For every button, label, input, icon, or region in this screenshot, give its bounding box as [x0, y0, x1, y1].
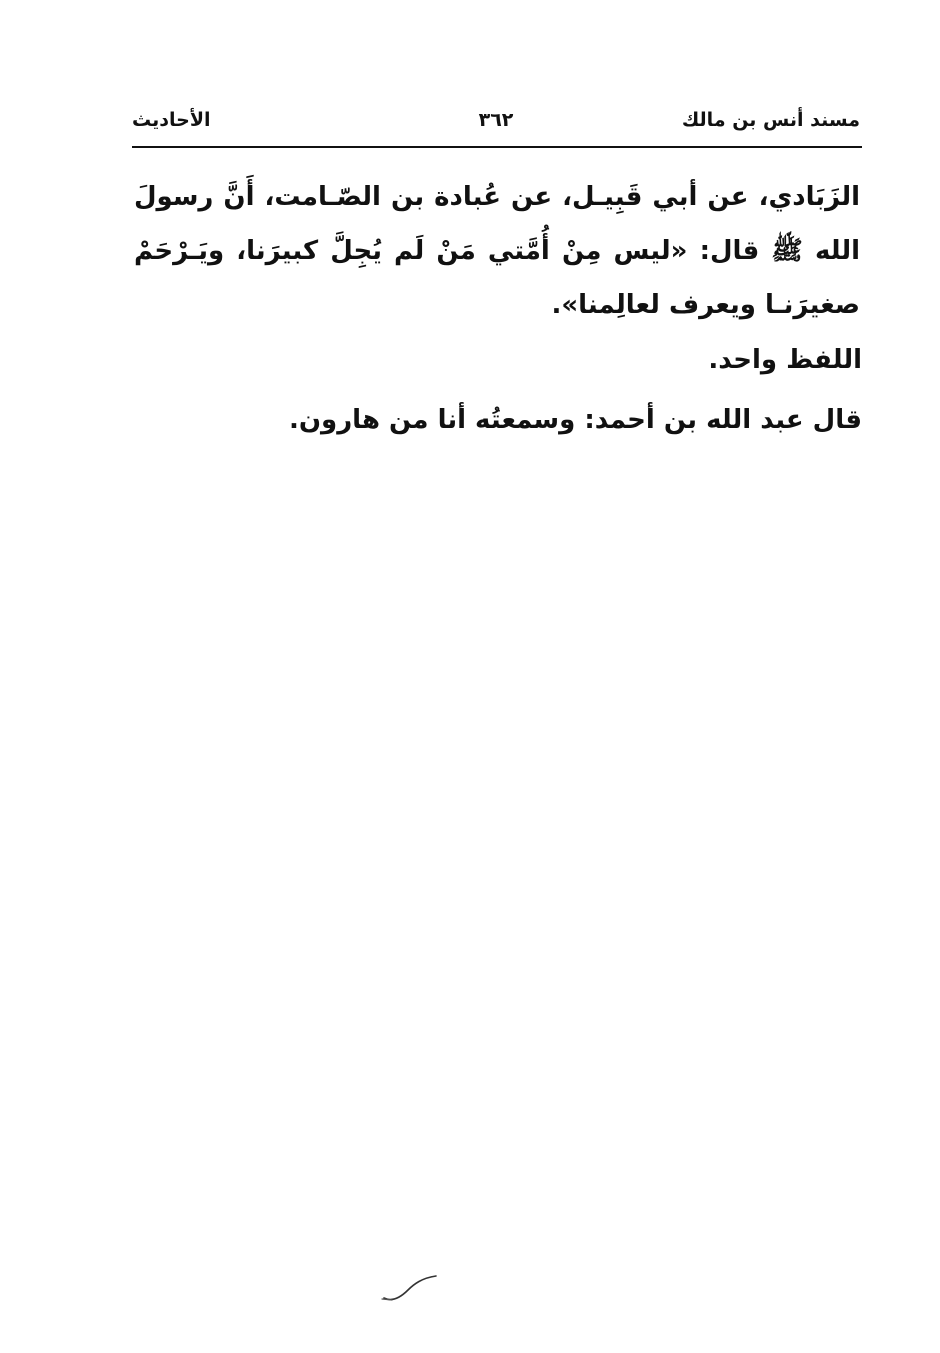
page-header — [132, 106, 860, 140]
note-line-2: قال عبد الله بن أحمد: وسمعتُه أنا من هارون. — [288, 405, 862, 435]
book-title: مسند أنس بن مالك — [681, 109, 860, 131]
note-line-1: اللفظ واحد. — [708, 345, 862, 375]
header-divider — [132, 146, 862, 148]
section-title: الأحاديث — [132, 109, 211, 131]
hadith-text: الزَبَادي، عن أبي قَبِيـل، عن عُبادة بن الصّـامت، أَنَّ رسولَ الله ﷺ قال: «ليس مِنْ أُمَّتي مَنْ لَم يُجِلَّ كبيرَنا، ويَـرْحَمْ صغيرَنـا ويعرف لعالِمنا». — [134, 182, 860, 320]
pen-mark — [378, 1268, 442, 1308]
page-number: ٣٦٢ — [478, 109, 514, 131]
